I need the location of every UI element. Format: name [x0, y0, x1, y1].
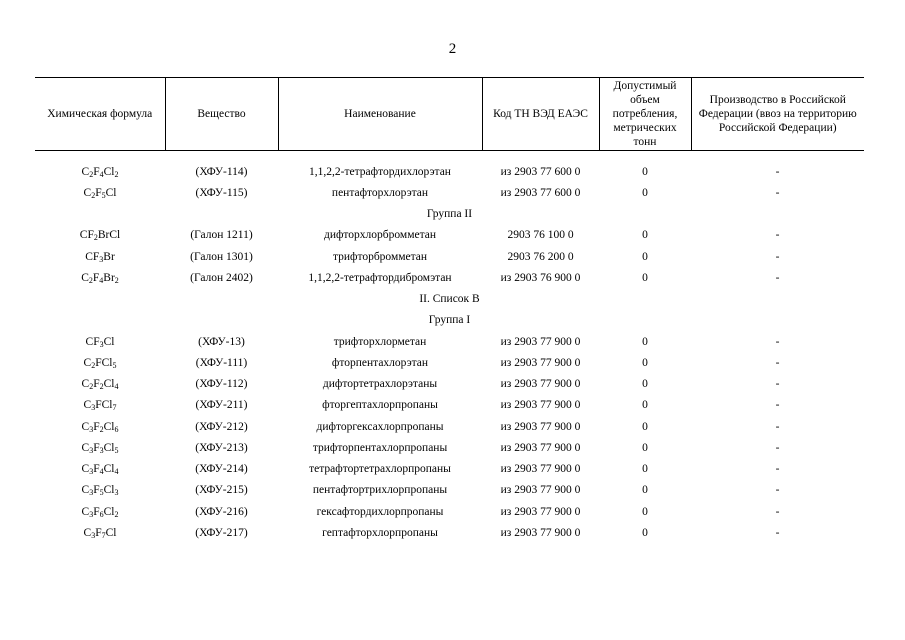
cell-production: - — [775, 356, 780, 369]
cell-allowed: 0 — [642, 463, 648, 476]
table-row — [35, 480, 864, 501]
cell-substance: (Галон 1211) — [190, 229, 253, 242]
cell-production: - — [775, 186, 780, 199]
cell-code: 2903 76 100 0 — [507, 229, 574, 242]
cell-allowed: 0 — [642, 186, 648, 199]
cell-production: - — [775, 441, 780, 454]
table-row — [35, 161, 864, 182]
cell-formula: $C_2F_2Cl_4$ — [81, 378, 119, 392]
cell-allowed: 0 — [642, 505, 648, 518]
cell-name: фторпентахлорэтан — [331, 356, 429, 369]
cell-formula: $C_3F_2Cl_6$ — [81, 420, 119, 434]
cell-formula: $CF_2BrCl$ — [79, 229, 121, 243]
cell-production: - — [775, 378, 780, 391]
cell-allowed: 0 — [642, 441, 648, 454]
cell-allowed: 0 — [642, 526, 648, 539]
cell-code: из 2903 77 900 0 — [500, 505, 581, 518]
cell-formula: $C_2F_4Br_2$ — [81, 271, 119, 285]
cell-code: из 2903 77 900 0 — [500, 441, 581, 454]
table-row — [35, 225, 864, 246]
cell-allowed: 0 — [642, 356, 648, 369]
cell-substance: (ХФУ-114) — [195, 165, 248, 178]
cell-substance: (ХФУ-13) — [198, 335, 245, 348]
cell-name: дифтортетрахлорэтаны — [322, 378, 438, 391]
cell-substance: (ХФУ-215) — [195, 484, 248, 497]
cell-allowed: 0 — [642, 378, 648, 391]
cell-code: из 2903 77 600 0 — [500, 165, 581, 178]
cell-formula: $C_3F_6Cl_2$ — [81, 505, 119, 519]
cell-name: тетрафтортетрахлорпропаны — [309, 463, 451, 476]
table-row — [35, 331, 864, 352]
cell-formula: $C_2F_4Cl_2$ — [81, 165, 119, 179]
cell-production: - — [775, 399, 780, 412]
cell-production: - — [775, 505, 780, 518]
cell-allowed: 0 — [642, 250, 648, 263]
cell-code: из 2903 76 900 0 — [500, 271, 581, 284]
header-name: Наименование — [278, 78, 482, 151]
cell-code: из 2903 77 600 0 — [500, 186, 581, 199]
cell-production: - — [775, 526, 780, 539]
cell-formula: $C_3F_4Cl_4$ — [81, 463, 119, 477]
cell-substance: (ХФУ-213) — [195, 441, 248, 454]
cell-production: - — [775, 271, 780, 284]
cell-allowed: 0 — [642, 229, 648, 242]
cell-formula: $C_3F_5Cl_3$ — [81, 484, 119, 498]
cell-code: из 2903 77 900 0 — [500, 420, 581, 433]
cell-production: - — [775, 229, 780, 242]
cell-substance: (Галон 1301) — [190, 250, 253, 263]
cell-production: - — [775, 165, 780, 178]
cell-name: пентафтортрихлорпропаны — [312, 484, 448, 497]
table-row — [35, 267, 864, 288]
cell-formula: $C_3F_3Cl_5$ — [81, 441, 119, 455]
header-code: Код ТН ВЭД ЕАЭС — [482, 78, 599, 151]
cell-name: пентафторхлорэтан — [331, 186, 429, 199]
cell-allowed: 0 — [642, 484, 648, 497]
cell-production: - — [775, 463, 780, 476]
table-row — [35, 416, 864, 437]
cell-name: трифторпентахлорпропаны — [312, 441, 448, 454]
cell-substance: (ХФУ-216) — [195, 505, 248, 518]
header-production: Производство в Российской Федерации (ввоз на территорию Российской Федерации) — [691, 78, 864, 151]
cell-name: трифторхлорметан — [333, 335, 427, 348]
header-formula: Химическая формула — [35, 78, 165, 151]
cell-name: 1,1,2,2-тетрафтордихлорэтан — [309, 165, 451, 178]
table-row — [35, 395, 864, 416]
cell-substance: (ХФУ-111) — [195, 356, 248, 369]
cell-formula: $C_2FCl_5$ — [83, 356, 117, 370]
cell-name: фторгептахлорпропаны — [322, 399, 438, 412]
table-row — [35, 459, 864, 480]
cell-allowed: 0 — [642, 420, 648, 433]
cell-substance: (ХФУ-212) — [195, 420, 248, 433]
group-heading-row — [35, 204, 864, 225]
table-row — [35, 437, 864, 458]
cell-production: - — [775, 335, 780, 348]
cell-code: из 2903 77 900 0 — [500, 484, 581, 497]
cell-production: - — [775, 250, 780, 263]
cell-substance: (ХФУ-211) — [195, 399, 248, 412]
cell-formula: $C_3FCl_7$ — [83, 399, 117, 413]
cell-code: из 2903 77 900 0 — [500, 463, 581, 476]
group-heading-row — [35, 310, 864, 331]
table-row — [35, 501, 864, 522]
cell-code: из 2903 77 900 0 — [500, 378, 581, 391]
cell-code: из 2903 77 900 0 — [500, 356, 581, 369]
cell-allowed: 0 — [642, 165, 648, 178]
table-row — [35, 182, 864, 203]
cell-formula: $CF_3Br$ — [85, 250, 115, 264]
cell-name: 1,1,2,2-тетрафтордибромэтан — [308, 271, 452, 284]
cell-production: - — [775, 420, 780, 433]
page-number: 2 — [448, 41, 457, 57]
table-row — [35, 246, 864, 267]
cell-name: гексафтордихлорпропаны — [316, 505, 444, 518]
cell-substance: (ХФУ-217) — [195, 526, 248, 539]
cell-production: - — [775, 484, 780, 497]
header-substance: Вещество — [165, 78, 278, 151]
cell-name: дифторгексахлорпропаны — [316, 420, 444, 433]
cell-substance: (Галон 2402) — [190, 271, 253, 284]
cell-substance: (ХФУ-112) — [195, 378, 248, 391]
cell-name: дифторхлорбромметан — [323, 229, 437, 242]
table-row — [35, 374, 864, 395]
cell-formula: $C_3F_7Cl$ — [83, 526, 117, 540]
cell-code: 2903 76 200 0 — [507, 250, 574, 263]
cell-substance: (ХФУ-115) — [195, 186, 248, 199]
cell-allowed: 0 — [642, 335, 648, 348]
group-heading: II. Список В — [419, 293, 480, 306]
substances-table — [35, 77, 864, 544]
cell-formula: $CF_3Cl$ — [85, 335, 115, 349]
cell-name: гептафторхлорпропаны — [322, 526, 438, 539]
table-row — [35, 522, 864, 543]
cell-allowed: 0 — [642, 271, 648, 284]
cell-substance: (ХФУ-214) — [195, 463, 248, 476]
cell-code: из 2903 77 900 0 — [500, 335, 581, 348]
group-heading: Группа I — [428, 314, 471, 327]
cell-code: из 2903 77 900 0 — [500, 526, 581, 539]
cell-allowed: 0 — [642, 399, 648, 412]
table-header-row — [35, 78, 864, 151]
header-allowed: Допустимый объем потребления, метрических тонн — [599, 78, 691, 151]
group-heading-row — [35, 289, 864, 310]
cell-code: из 2903 77 900 0 — [500, 399, 581, 412]
group-heading: Группа II — [426, 208, 473, 221]
table-row — [35, 352, 864, 373]
cell-name: трифторбромметан — [332, 250, 428, 263]
table-body — [35, 151, 864, 544]
cell-formula: $C_2F_5Cl$ — [83, 186, 117, 200]
